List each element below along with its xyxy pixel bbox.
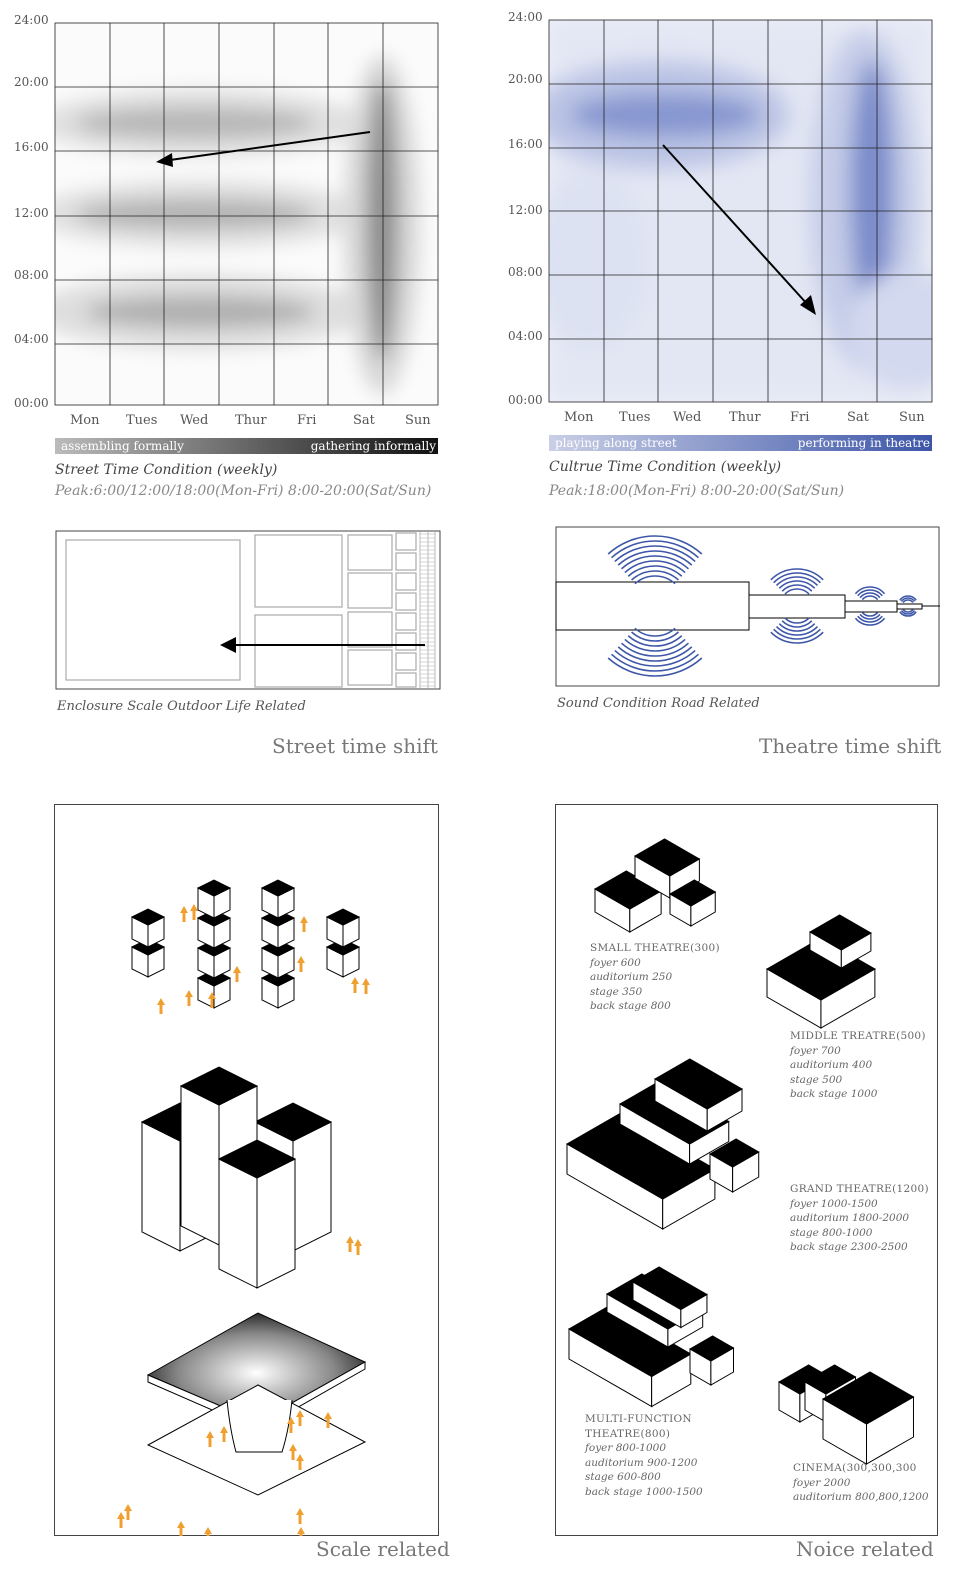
y-tick: 12:00 [508,203,543,217]
legend-left-label: assembling formally [61,439,184,453]
enclosure-caption: Enclosure Scale Outdoor Life Related [57,699,306,714]
multi-function-theatre-label: MULTI-FUNCTION THEATRE(800) foyer 800-1000 auditorium 900-1200 stage 600-800 back stage 1000-1500 [585,1413,703,1498]
day-label: Sat [353,413,375,428]
street-caption: Street Time Condition (weekly) [55,462,278,478]
day-label: Wed [673,410,702,425]
y-tick: 20:00 [14,75,49,89]
day-label: Thur [235,413,267,428]
small-theatre-label: SMALL THEATRE(300) foyer 600 auditorium 250 stage 350 back stage 800 [590,942,720,1012]
iso-block [262,880,294,918]
y-tick: 04:00 [508,329,543,343]
enclosure-diagram [0,520,480,700]
day-label: Tues [619,410,651,425]
sound-diagram [480,520,960,700]
day-label: Sun [899,410,925,425]
day-label: Fri [297,413,317,428]
legend-right-label: gathering informally [310,439,436,453]
legend-left-label: playing along street [555,436,677,450]
y-tick: 16:00 [14,140,49,154]
day-label: Tues [126,413,158,428]
street-peak: Peak:6:00/12:00/18:00(Mon-Fri) 8:00-20:00(Sat/Sun) [55,483,432,499]
cinema-label: CINEMA(300,300,300 foyer 2000 auditorium 800,800,1200 [793,1462,929,1503]
y-tick: 16:00 [508,137,543,151]
day-label: Wed [180,413,209,428]
iso-block [132,909,164,947]
sound-caption: Sound Condition Road Related [557,696,760,711]
street-legend-bar [55,438,438,454]
legend-right-label: performing in theatre [797,436,930,450]
y-tick: 04:00 [14,332,49,346]
y-tick: 08:00 [508,265,543,279]
culture-caption: Cultrue Time Condition (weekly) [549,459,782,475]
day-label: Mon [564,410,594,425]
theatre-shift-title: Theatre time shift [759,734,942,758]
day-label: Sat [847,410,869,425]
grand-theatre-label: GRAND THEATRE(1200) foyer 1000-1500 auditorium 1800-2000 stage 800-1000 back stage 2300-2500 [790,1183,929,1253]
iso-block [219,1140,295,1288]
scale-panel [54,804,439,1536]
y-tick: 24:00 [14,13,49,27]
noise-title: Noice related [796,1537,934,1561]
culture-peak: Peak:18:00(Mon-Fri) 8:00-20:00(Sat/Sun) [549,483,845,499]
middle-theatre-label: MIDDLE TREATRE(500) foyer 700 auditorium 400 stage 500 back stage 1000 [790,1030,926,1100]
iso-block [198,880,230,918]
street-shift-title: Street time shift [272,734,438,758]
y-tick: 20:00 [508,72,543,86]
scale-title: Scale related [316,1537,450,1561]
day-label: Fri [790,410,810,425]
y-tick: 24:00 [508,10,543,24]
y-tick: 00:00 [14,396,49,410]
culture-legend-bar [549,435,932,451]
iso-block [327,909,359,947]
day-label: Sun [405,413,431,428]
y-tick: 00:00 [508,393,543,407]
day-label: Thur [729,410,761,425]
y-tick: 12:00 [14,206,49,220]
y-tick: 08:00 [14,268,49,282]
day-label: Mon [70,413,100,428]
